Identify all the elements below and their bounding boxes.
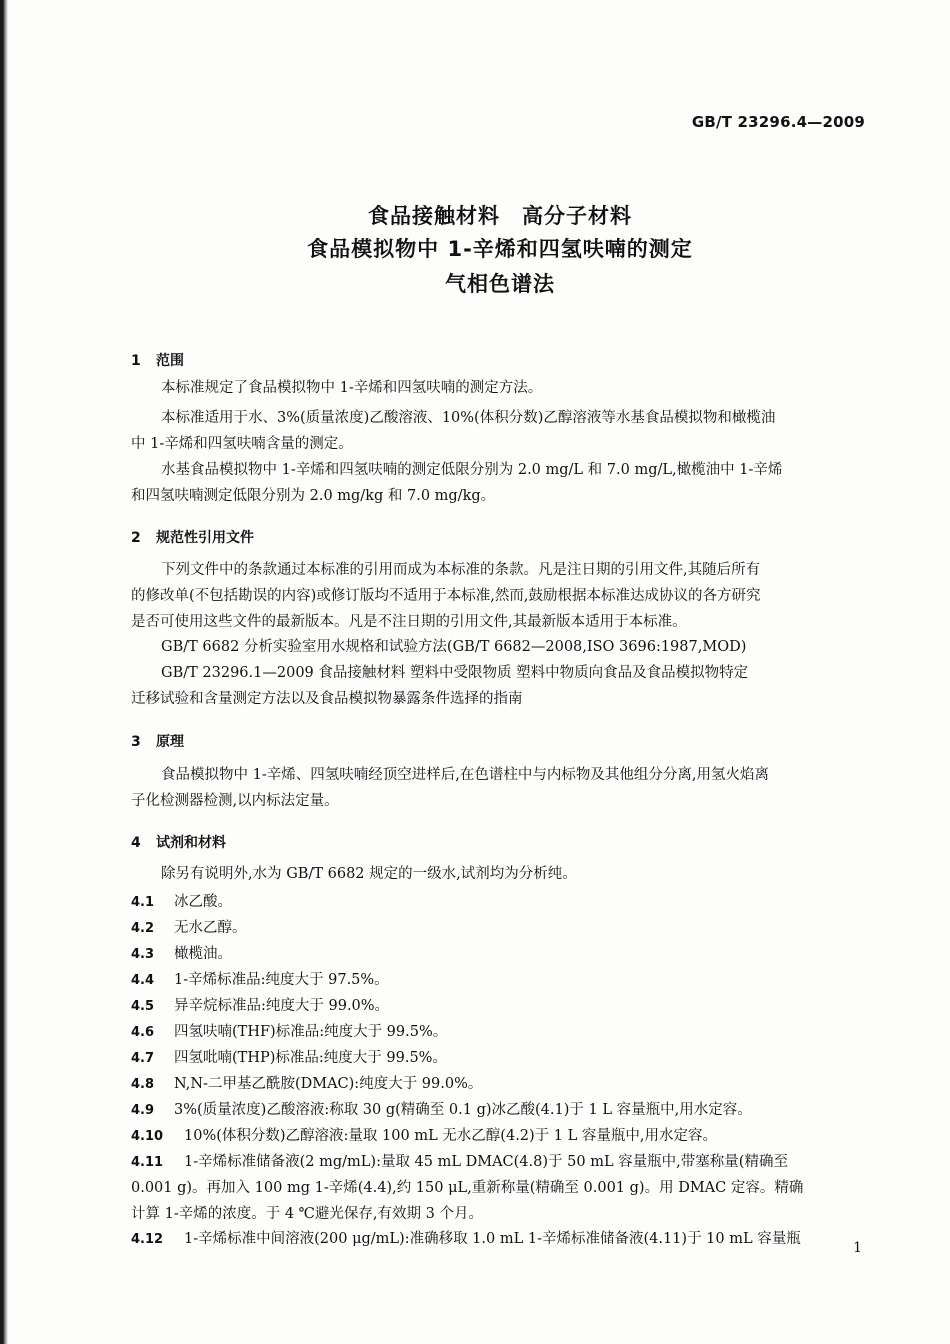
section-3-paragraph: 食品模拟物中 1-辛烯、四氢呋喃经顶空进样后,在色谱柱中与内标物及其他组分分离,用氢火焰离 bbox=[161, 767, 769, 783]
section-1-paragraph: 水基食品模拟物中 1-辛烯和四氢呋喃的测定低限分别为 2.0 mg/L 和 7.0 mg/L,橄榄油中 1-辛烯 bbox=[161, 462, 783, 478]
section-4-intro: 除另有说明外,水为 GB/T 6682 规定的一级水,试剂均为分析纯。 bbox=[161, 866, 577, 882]
title-line-1-part-1: 食品接触材料 bbox=[368, 204, 500, 228]
item-number: 4.6 bbox=[131, 1025, 155, 1040]
list-item bbox=[131, 889, 232, 916]
item-number: 4.1 bbox=[131, 895, 155, 910]
list-item bbox=[131, 941, 232, 968]
list-item bbox=[131, 1226, 801, 1253]
section-2-reference: GB/T 23296.1—2009 食品接触材料 塑料中受限物质 塑料中物质向食品及食品模拟物特定 bbox=[161, 665, 749, 681]
item-text: 四氢呋喃(THF)标准品:纯度大于 99.5%。 bbox=[174, 1024, 448, 1040]
section-3-heading bbox=[131, 731, 184, 751]
section-number: 4 bbox=[131, 835, 141, 851]
list-item bbox=[131, 1123, 717, 1150]
item-number: 4.7 bbox=[131, 1051, 155, 1066]
item-number: 4.9 bbox=[131, 1103, 155, 1118]
standard-code: GB/T 23296.4—2009 bbox=[691, 113, 865, 131]
item-text: 冰乙酸。 bbox=[174, 894, 232, 910]
list-item-continuation: 0.001 g)。再加入 100 mg 1-辛烯(4.4),约 150 μL,重新称量(精确至 0.001 g)。用 DMAC 定容。精确 bbox=[131, 1180, 804, 1196]
list-item bbox=[131, 1019, 447, 1046]
section-1-heading bbox=[131, 350, 184, 370]
section-number: 3 bbox=[131, 734, 141, 750]
section-3-paragraph: 子化检测器检测,以内标法定量。 bbox=[131, 793, 339, 809]
section-title: 试剂和材料 bbox=[156, 835, 226, 851]
item-number: 4.5 bbox=[131, 999, 155, 1014]
item-text: 1-辛烯标准中间溶液(200 μg/mL):准确移取 1.0 mL 1-辛烯标准储备液(4.11)于 10 mL 容量瓶 bbox=[184, 1231, 801, 1247]
section-1-paragraph: 本标准规定了食品模拟物中 1-辛烯和四氢呋喃的测定方法。 bbox=[161, 380, 543, 396]
item-number: 4.4 bbox=[131, 973, 155, 988]
item-number: 4.8 bbox=[131, 1077, 155, 1092]
section-2-paragraph: 下列文件中的条款通过本标准的引用而成为本标准的条款。凡是注日期的引用文件,其随后所有 bbox=[161, 562, 761, 578]
title-line-1 bbox=[0, 200, 950, 230]
item-text: 四氢吡喃(THP)标准品:纯度大于 99.5%。 bbox=[174, 1050, 447, 1066]
section-1-paragraph: 和四氢呋喃测定低限分别为 2.0 mg/kg 和 7.0 mg/kg。 bbox=[131, 488, 496, 504]
section-number: 1 bbox=[131, 353, 141, 369]
list-item bbox=[131, 1071, 482, 1098]
item-number: 4.12 bbox=[131, 1232, 164, 1247]
section-2-reference: GB/T 6682 分析实验室用水规格和试验方法(GB/T 6682—2008,ISO 3696:1987,MOD) bbox=[161, 639, 747, 655]
section-2-heading bbox=[131, 527, 254, 547]
title-line-3: 气相色谱法 bbox=[445, 272, 555, 296]
section-2-paragraph: 的修改单(不包括勘误的内容)或修订版均不适用于本标准,然而,鼓励根据本标准达成协议的各方研究 bbox=[131, 588, 761, 604]
page-number: 1 bbox=[853, 1240, 862, 1256]
section-title: 范围 bbox=[156, 353, 184, 369]
item-text: 10%(体积分数)乙醇溶液:量取 100 mL 无水乙醇(4.2)于 1 L 容量瓶中,用水定容。 bbox=[184, 1128, 717, 1144]
section-title: 规范性引用文件 bbox=[156, 530, 254, 546]
list-item bbox=[131, 1045, 447, 1072]
section-title: 原理 bbox=[156, 734, 184, 750]
item-text: N,N-二甲基乙酰胺(DMAC):纯度大于 99.0%。 bbox=[174, 1076, 483, 1092]
item-text: 无水乙醇。 bbox=[174, 920, 247, 936]
section-2-reference: 迁移试验和含量测定方法以及食品模拟物暴露条件选择的指南 bbox=[131, 691, 523, 707]
section-4-heading bbox=[131, 832, 226, 852]
list-item bbox=[131, 915, 247, 942]
item-number: 4.2 bbox=[131, 921, 155, 936]
list-item bbox=[131, 967, 389, 994]
item-text: 异辛烷标准品:纯度大于 99.0%。 bbox=[174, 998, 390, 1014]
list-item bbox=[131, 993, 389, 1020]
title-line-1-part-2: 高分子材料 bbox=[522, 204, 632, 228]
item-number: 4.10 bbox=[131, 1129, 164, 1144]
item-text: 1-辛烯标准储备液(2 mg/mL):量取 45 mL DMAC(4.8)于 50 mL 容量瓶中,带塞称量(精确至 bbox=[184, 1154, 788, 1170]
section-number: 2 bbox=[131, 530, 141, 546]
section-1-paragraph: 本标准适用于水、3%(质量浓度)乙酸溶液、10%(体积分数)乙醇溶液等水基食品模拟物和橄榄油 bbox=[161, 410, 776, 426]
list-item bbox=[131, 1149, 788, 1176]
section-2-paragraph: 是否可使用这些文件的最新版本。凡是不注日期的引用文件,其最新版本适用于本标准。 bbox=[131, 614, 687, 630]
item-text: 3%(质量浓度)乙酸溶液:称取 30 g(精确至 0.1 g)冰乙酸(4.1)于 1 L 容量瓶中,用水定容。 bbox=[174, 1102, 752, 1118]
title-line-2: 食品模拟物中 1-辛烯和四氢呋喃的测定 bbox=[307, 237, 693, 261]
item-number: 4.11 bbox=[131, 1155, 164, 1170]
item-number: 4.3 bbox=[131, 947, 155, 962]
section-1-paragraph: 中 1-辛烯和四氢呋喃含量的测定。 bbox=[131, 436, 353, 452]
item-text: 1-辛烯标准品:纯度大于 97.5%。 bbox=[174, 972, 389, 988]
list-item-continuation: 计算 1-辛烯的浓度。于 4 ℃避光保存,有效期 3 个月。 bbox=[131, 1206, 483, 1222]
item-text: 橄榄油。 bbox=[174, 946, 232, 962]
list-item bbox=[131, 1097, 752, 1124]
